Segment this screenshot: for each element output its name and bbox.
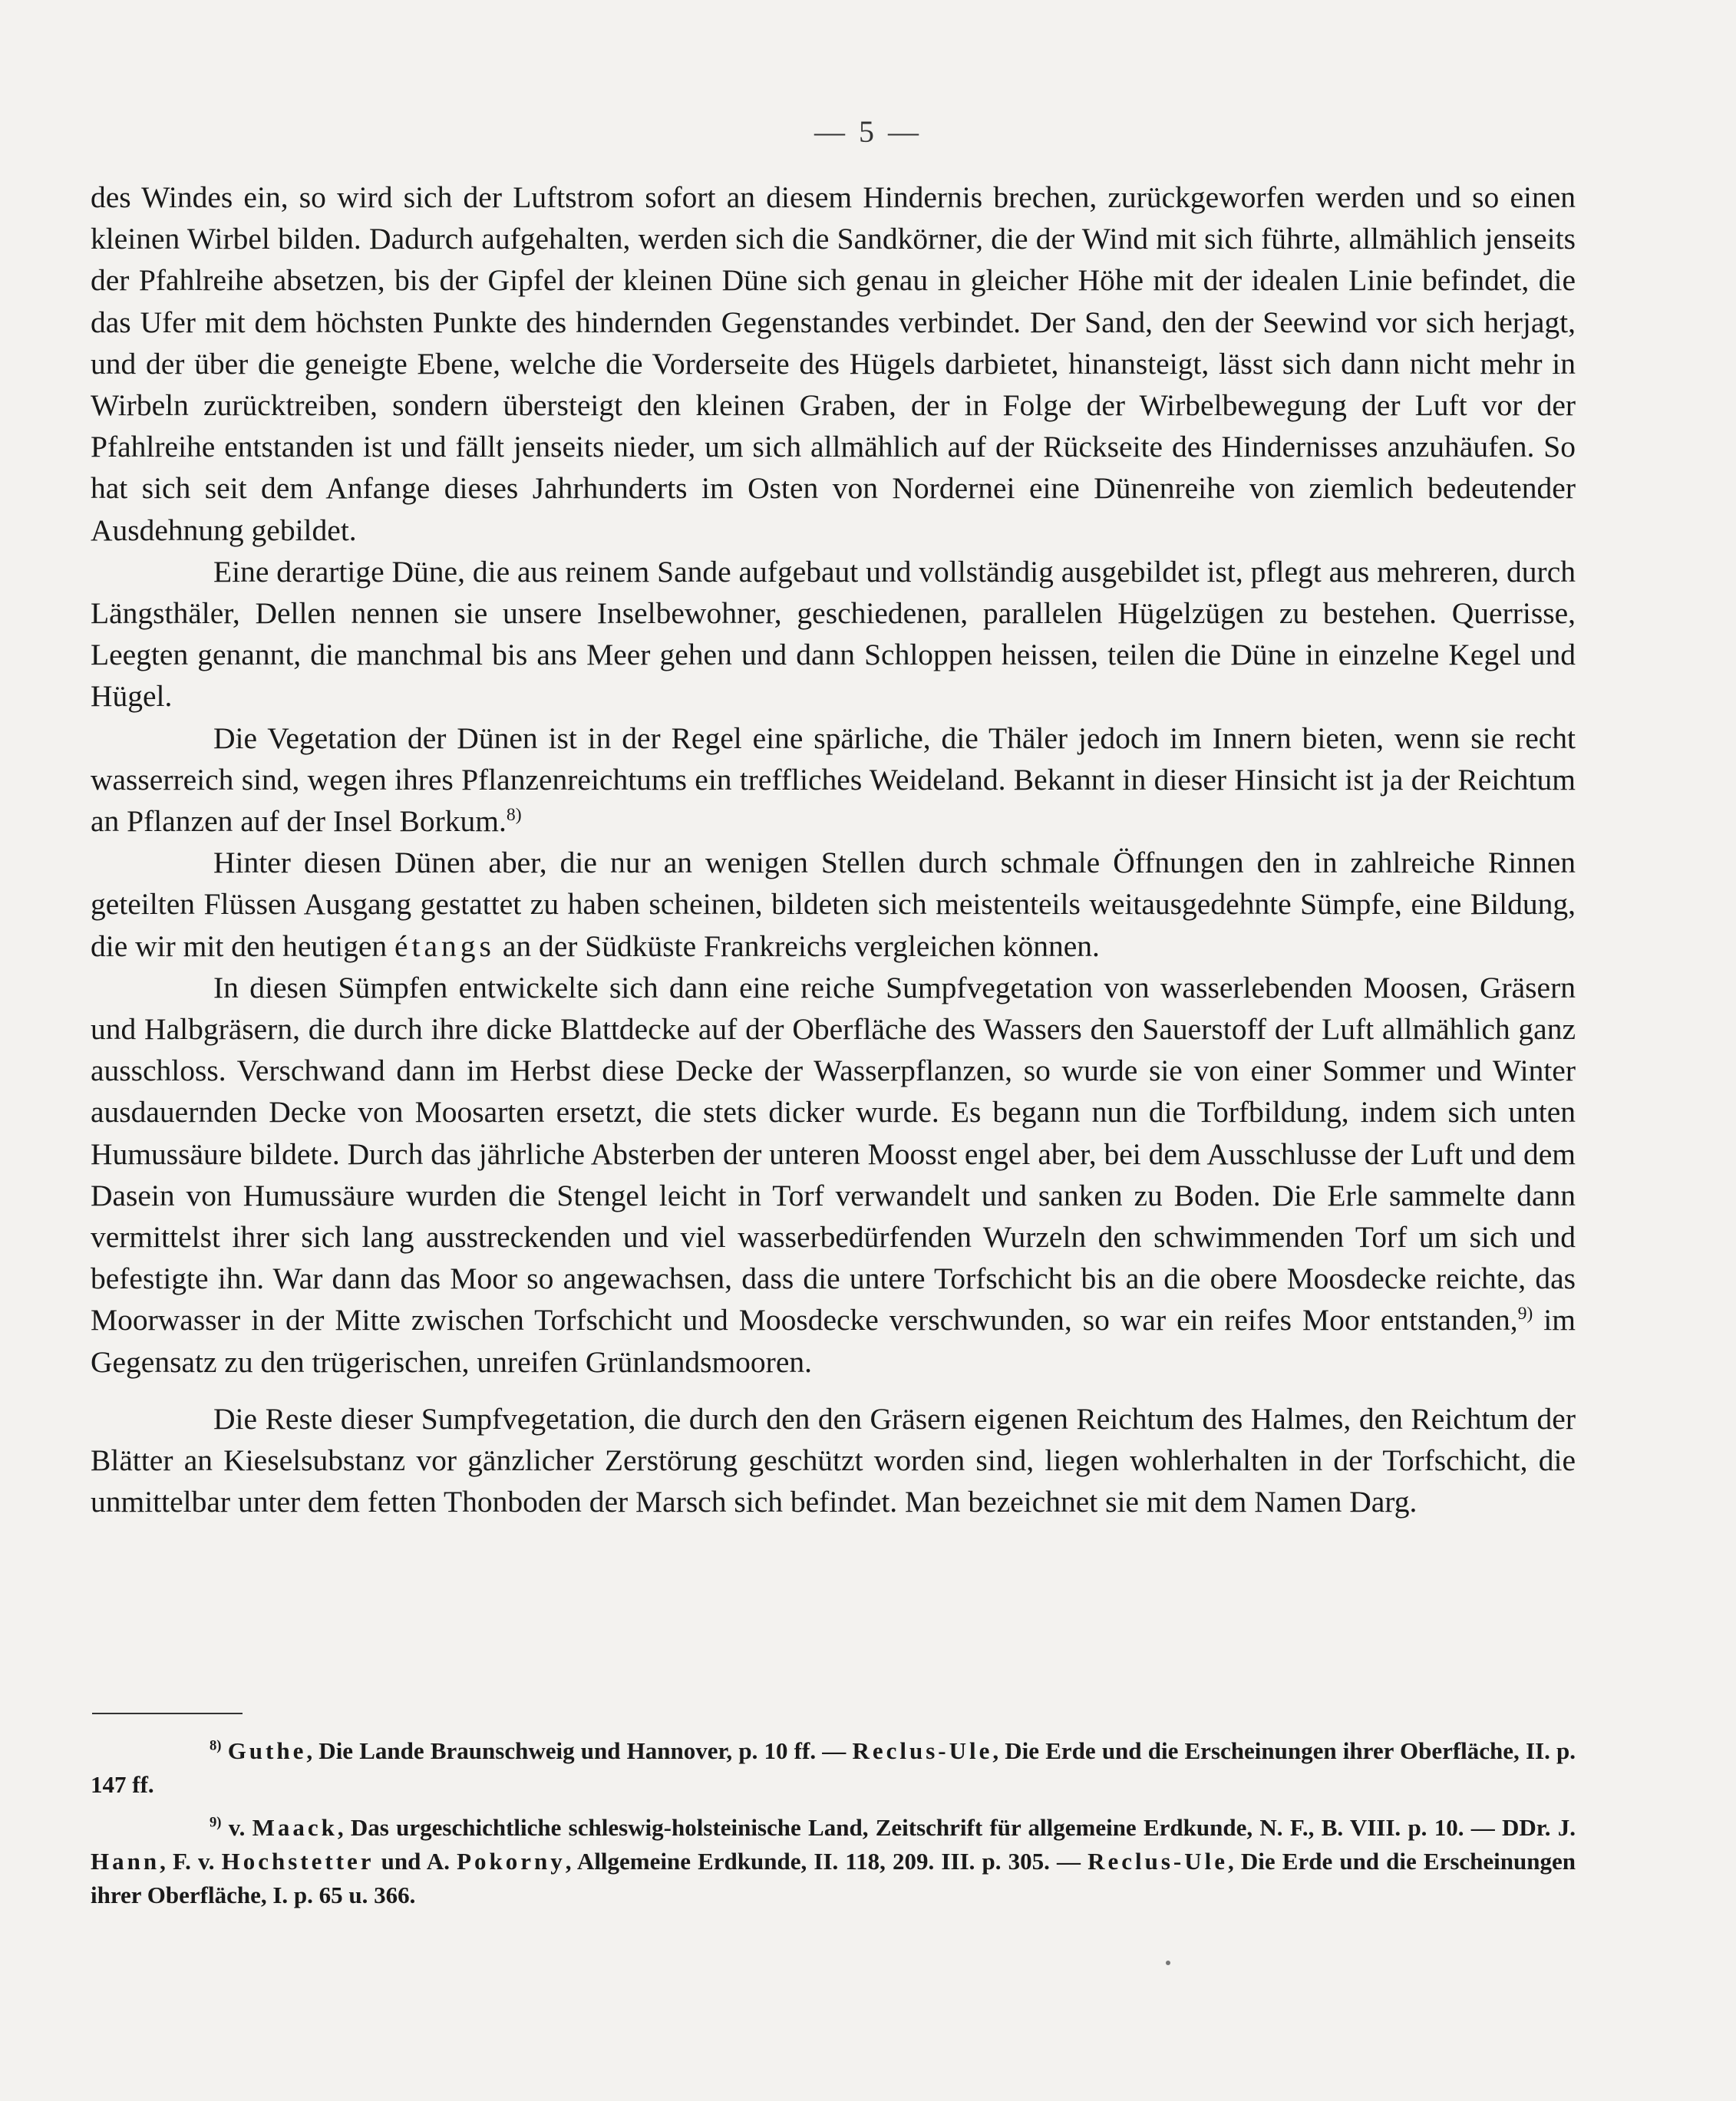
footnote-8-author-1: Guthe xyxy=(227,1737,307,1764)
footnote-9-author-2: Hann xyxy=(91,1848,160,1875)
footnote-9-text-3: und A. xyxy=(374,1848,457,1875)
paragraph-1: des Windes ein, so wird sich der Luftstrom sofort an diesem Hindernis brechen, zurückgeworfen werden und so einen kleinen Wirbel bilden. Dadurch aufgehalten, werden sich die Sandkörner, die der Wind mit sich führte, allmählich jenseits der Pfahlreihe absetzen, bis der Gipfel der kleinen Düne sich genau in gleicher Höhe mit der idealen Linie befindet, die das Ufer mit dem höchsten Punkte des hindernden Gegenstandes verbindet. Der Sand, den der Seewind vor sich herjagt, und der über die geneigte Ebene, welche die Vorderseite des Hügels darbietet, hinansteigt, lässt sich dann nicht mehr in Wirbeln zurücktreiben, sondern übersteigt den kleinen Graben, der in Folge der Wirbelbewegung der Luft vor der Pfahlreihe entstanden ist und fällt jenseits nieder, um sich allmählich auf der Rückseite des Hindernisses anzuhäufen. So hat sich seit dem Anfange dieses Jahrhunderts im Osten von Nordernei eine Dünenreihe von ziemlich bedeutender Ausdehnung gebildet. xyxy=(91,180,1576,547)
paragraph-5-text-after: im Gegensatz zu den trügerischen, unreifen Grünlandsmooren. xyxy=(91,1303,1576,1379)
paper-speck xyxy=(1166,1961,1170,1965)
footnote-8-mark: 8) xyxy=(210,1737,222,1754)
footnote-9-text-4: , Allgemeine Erdkunde, II. 118, 209. III. p. 305. — xyxy=(565,1848,1088,1875)
paragraph-4-text-before: Hinter diesen Dünen aber, die nur an wenigen Stellen durch schmale Öffnungen den in zahlreiche Rinnen geteilten Flüssen Ausgang gestattet zu haben scheinen, bildeten sich meistenteils weitausgedehnte Sümpfe, eine Bildung, die wir mit den heutigen xyxy=(91,846,1576,963)
footnote-9-author-5: Reclus-Ule xyxy=(1087,1848,1229,1875)
paragraph-5-text-before: In diesen Sümpfen entwickelte sich dann eine reiche Sumpfvegetation von wasserlebenden Moosen, Gräsern und Halbgräsern, die durch ihre dicke Blattdecke auf der Oberfläche des Wassers den Sauerstoff der Luft allmählich ganz ausschloss. Verschwand dann im Herbst diese Decke der Wasserpflanzen, so wurde sie von einer Sommer und Winter ausdauernden Decke von Moosarten ersetzt, die stets dicker wurde. Es begann nun die Torfbildung, indem sich unten Humussäure bildete. Durch das jährliche Absterben der unteren Moosst engel aber, bei dem Ausschlusse der Luft und dem Dasein von Humussäure wurden die Stengel leicht in Torf verwandelt und sanken zu Boden. Die Erle sammelte dann vermittelst ihrer sich lang ausstreckenden und viel wasserbedürfenden Wurzeln den schwimmenden Torf um sich und befestigte ihn. War dann das Moor so angewachsen, dass die untere Torfschicht bis an die obere Moosdecke reichte, das Moorwasser in der Mitte zwischen Torfschicht und Moosdecke verschwunden, so war ein reifes Moor entstanden, xyxy=(91,970,1576,1337)
paragraph-4-text-after: an der Südküste Frankreichs vergleichen können. xyxy=(494,928,1100,963)
footnote-9-prefix: v. xyxy=(221,1814,252,1841)
footnote-9-text-2: , F. v. xyxy=(160,1848,222,1875)
footnote-9-text-1: , Das urgeschichtliche schleswig-holsteinische Land, Zeitschrift für allgemeine Erdkunde, N. F., B. VIII. p. 10. — DDr. J. xyxy=(337,1814,1576,1841)
paragraph-3-text: Die Vegetation der Dünen ist in der Regel eine spärliche, die Thäler jedoch im Innern bieten, wenn sie recht wasserreich sind, wegen ihres Pflanzenreichtums ein treffliches Weideland. Bekannt in dieser Hinsicht ist ja der Reichtum an Pflanzen auf der Insel Borkum. xyxy=(91,721,1576,839)
paragraph-2: Eine derartige Düne, die aus reinem Sande aufgebaut und vollständig ausgebildet ist, pflegt aus mehreren, durch Längsthäler, Dellen nennen sie unsere Inselbewohner, geschiedenen, parallelen Hügelzügen zu bestehen. Querrisse, Leegten genannt, die manchmal bis ans Meer gehen und dann Schloppen heissen, teilen die Düne in einzelne Kegel und Hügel. xyxy=(91,554,1576,714)
footnote-9-text-5: , Die Erde und die Erscheinungen ihrer Oberfläche, I. p. 65 u. 366. xyxy=(91,1848,1576,1908)
page-number: — 5 — xyxy=(814,114,922,149)
footnote-ref-9: 9) xyxy=(1517,1304,1533,1324)
paragraph-6: Die Reste dieser Sumpfvegetation, die durch den den Gräsern eigenen Reichtum des Halmes, den Reichtum der Blätter an Kieselsubstanz vor gänzlicher Zerstörung geschützt worden sind, liegen wohlerhalten in der Torfschicht, die unmittelbar unter dem fetten Thonboden der Marsch sich befindet. Man bezeichnet sie mit dem Namen Darg. xyxy=(91,1401,1576,1519)
footnote-8 xyxy=(91,1734,1576,1802)
footnote-divider xyxy=(92,1713,243,1714)
footnote-9-author-1: Maack xyxy=(252,1814,338,1841)
paragraph-4 xyxy=(91,842,1576,967)
body-text xyxy=(91,176,1576,1523)
footnote-8-author-2: Reclus-Ule xyxy=(852,1737,993,1764)
footnote-9-mark: 9) xyxy=(210,1814,222,1831)
footnote-ref-8: 8) xyxy=(506,804,522,825)
footnote-9-author-4: Pokorny xyxy=(457,1848,566,1875)
footnotes xyxy=(91,1734,1576,1921)
footnote-8-text-1: , Die Lande Braunschweig und Hannover, p. 10 ff. — xyxy=(306,1737,853,1764)
paragraph-5 xyxy=(91,967,1576,1383)
footnote-9 xyxy=(91,1811,1576,1912)
paragraph-3 xyxy=(91,717,1576,843)
footnote-8-text-2: , Die Erde und die Erscheinungen ihrer Oberfläche, II. p. 147 ff. xyxy=(91,1737,1576,1798)
footnote-9-author-3: Hochstetter xyxy=(221,1848,375,1875)
paragraph-4-emphasis: étangs xyxy=(394,928,495,963)
